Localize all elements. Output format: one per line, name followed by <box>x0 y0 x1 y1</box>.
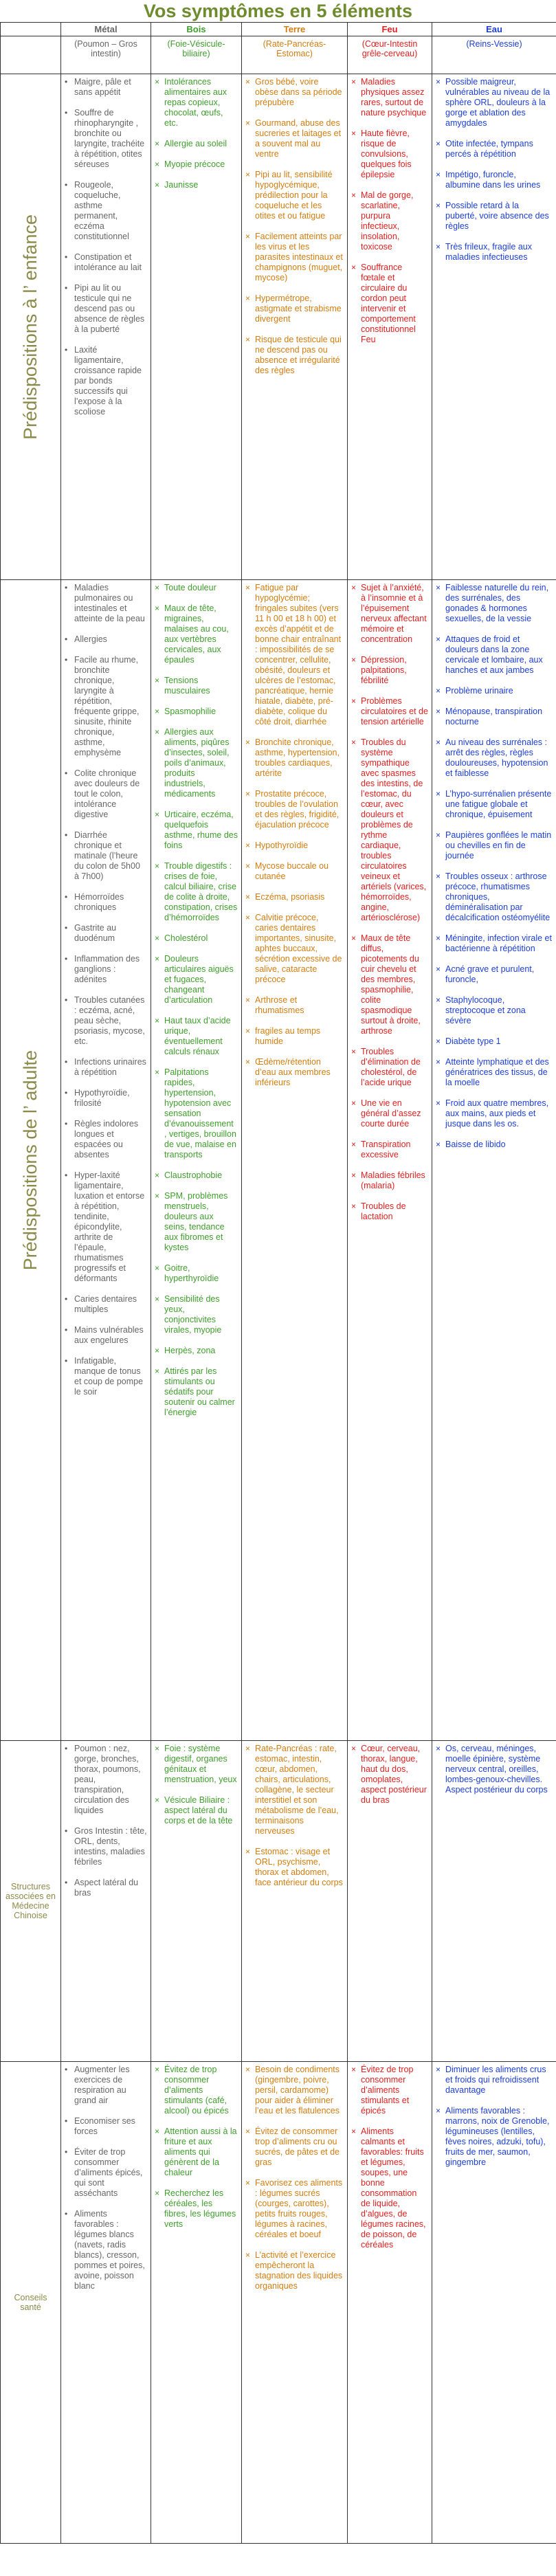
row-structures <box>1 1741 556 2062</box>
list-item: × Facilement atteints par les virus et les parasites intestinaux et champignons (muguet, mycose) <box>245 232 344 283</box>
list-item: × Bronchite chronique, asthme, hypertension, troubles cardiaques, artérite <box>245 737 344 779</box>
row-label-enfance <box>1 74 61 580</box>
list-item: × Intolérances alimentaires aux repas copieux, chocolat, œufs, etc. <box>155 77 238 129</box>
row-conseils <box>1 2062 556 2544</box>
list-item: • Maigre, pâle et sans appétit <box>65 77 147 98</box>
list-item: × Baisse de libido <box>436 1140 553 1150</box>
list-item: • Pipi au lit ou testicule qui ne descend pas ou absence de règles à la puberté <box>65 283 147 335</box>
list-item: × Favorisez ces aliments : légumes sucrés (courges, carottes), petits fruits rouges, légumes à racines, céréales et boeuf <box>245 2178 344 2240</box>
symptoms-table <box>0 22 556 2544</box>
list-item: • Gros Intestin : tête, ORL, dents, intestins, maladies fébriles <box>65 1826 147 1867</box>
list-item: • Souffre de rhinopharyngite , bronchite ou laryngite, trachéite à répétition, otites séreuses <box>65 108 147 170</box>
list-metal <box>65 1744 147 1898</box>
list-item: × Attention aussi à la friture et aux aliments qui génèrent de la chaleur <box>155 2127 238 2178</box>
list-item: • Hypothyroïdie, frilosité <box>65 1088 147 1109</box>
row-label-text: Prédispositions à l’ enfance <box>20 214 41 440</box>
list-item: • Règles indolores longues et espacées ou absentes <box>65 1119 147 1160</box>
list-item: × Faiblesse naturelle du rein, des surrénales, des gonades & hormones sexuelles, de la vessie <box>436 583 553 624</box>
col-sub-metal: (Poumon – Gros intestin) <box>61 36 151 74</box>
list-feu <box>351 77 428 345</box>
list-item: × Prostatite précoce, troubles de l’ovulation et des règles, frigidité, éjaculation précoce <box>245 789 344 830</box>
list-bois <box>155 583 238 1418</box>
list-terre <box>245 1744 344 1888</box>
col-header-bois: Bois <box>151 23 242 36</box>
list-item: × Souffrance fœtale et circulaire du cordon peut intervenir et comportement constitutionnel Feu <box>351 263 428 345</box>
row-label-conseils <box>1 2062 61 2544</box>
list-item: • Infections urinaires à répétition <box>65 1057 147 1078</box>
subheader-row <box>1 36 556 74</box>
row-label-structures <box>1 1741 61 2062</box>
list-item: × Haut taux d’acide urique, éventuellement calculs rénaux <box>155 1016 238 1057</box>
list-eau <box>436 583 553 1150</box>
list-item: × Froid aux quatre membres, aux mains, aux pieds et jusque dans les os. <box>436 1098 553 1129</box>
list-item: × Gros bébé, voire obèse dans sa période prépubère <box>245 77 344 108</box>
list-item: × Mal de gorge, scarlatine, purpura infectieux, insolation, toxicose <box>351 190 428 252</box>
list-item: • Constipation et intolérance au lait <box>65 252 147 273</box>
list-item: × Maladies physiques assez rares, surtout de nature psychique <box>351 77 428 118</box>
list-item: × Aliments calmants et favorables: fruits et légumes, soupes, une bonne consommation de liquide, d’algues, de légumes racines, de poisson, de céréales <box>351 2127 428 2250</box>
list-item: × Attirés par les stimulants ou sédatifs pour soutenir ou calmer l’énergie <box>155 1366 238 1418</box>
list-item: • Hyper-laxité ligamentaire, luxation et entorse à répétition, tendinite, épicondylite, arthrite de l’épaule, rhumatismes progressifs et déformants <box>65 1170 147 1284</box>
list-item: × Trouble digestifs : crises de foie, calcul biliaire, crise de colite à droite, constipation, crises d’hémorroïdes <box>155 861 238 923</box>
col-sub-eau: (Reins-Vessie) <box>432 36 556 74</box>
col-header-eau: Eau <box>432 23 556 36</box>
list-bois <box>155 1744 238 1826</box>
list-feu <box>351 583 428 1222</box>
list-item: × Maux de tête, migraines, malaises au cou, aux vertèbres cervicales, aux épaules <box>155 603 238 665</box>
list-item: × Myopie précoce <box>155 159 238 170</box>
list-item: • Infatigable, manque de tonus et coup de pompe le soir <box>65 1356 147 1397</box>
row-label-text: Prédispositions de l’ adulte <box>20 1050 41 1271</box>
list-eau <box>436 2065 553 2168</box>
list-item: × Toute douleur <box>155 583 238 593</box>
list-item: • Caries dentaires multiples <box>65 1294 147 1315</box>
list-item: × Impétigo, furoncle, albumine dans les urines <box>436 170 553 190</box>
list-item: × Goitre, hyperthyroïdie <box>155 1263 238 1284</box>
list-item: • Rougeole, coqueluche, asthme permanent, eczéma constitutionnel <box>65 180 147 242</box>
list-item: × Estomac : visage et ORL, psychisme, thorax et abdomen, face antérieur du corps <box>245 1847 344 1888</box>
list-item: × Ménopause, transpiration nocturne <box>436 707 553 727</box>
list-item: × Sensibilité des yeux, conjonctivites virales, myopie <box>155 1294 238 1335</box>
list-terre <box>245 583 344 1088</box>
list-item: • Gastrite au duodénum <box>65 923 147 944</box>
list-item: × L’hypo-surrénalien présente une fatigue globale et chronique, épuisement <box>436 789 553 820</box>
list-terre <box>245 77 344 376</box>
list-item: × Douleurs articulaires aiguës et fugaces, changeant d’articulation <box>155 954 238 1006</box>
list-item: × Besoin de condiments (gingembre, poivre, persil, cardamome) pour aider à éliminer l’eau et les flatulences <box>245 2065 344 2116</box>
list-item: • Poumon : nez, gorge, bronches, thorax, poumons, peau, transpiration, circulation des liquides <box>65 1744 147 1816</box>
list-feu <box>351 2065 428 2250</box>
list-item: × Diabète type 1 <box>436 1036 553 1047</box>
list-item: × Troubles du système sympathique avec spasmes des intestins, de l’estomac, du cœur, avec douleurs et problèmes de rythme cardiaque, troubles circulatoires veineux et artériels (varices, hémorroïdes, angine, artériosclérose) <box>351 737 428 923</box>
list-item: × Maladies fébriles (malaria) <box>351 1170 428 1191</box>
list-item: × Haute fièvre, risque de convulsions, quelques fois épilepsie <box>351 129 428 180</box>
list-item: × Très frileux, fragile aux maladies infectieuses <box>436 242 553 263</box>
list-item: × Mycose buccale ou cutanée <box>245 861 344 882</box>
col-header-feu: Feu <box>348 23 432 36</box>
list-item: • Hémorroïdes chroniques <box>65 892 147 913</box>
list-item: • Troubles cutanées : eczéma, acné, peau sèche, psoriasis, mycose, etc. <box>65 995 147 1047</box>
list-item: × fragiles au temps humide <box>245 1026 344 1047</box>
list-item: × Dépression, palpitations, fébrilité <box>351 655 428 686</box>
col-header-metal: Métal <box>61 23 151 36</box>
list-item: • Allergies <box>65 634 147 645</box>
list-item: × Hypothyroïdie <box>245 841 344 851</box>
list-item: × Troubles d’élimination de cholestérol, de l’acide urique <box>351 1047 428 1088</box>
list-item: × Troubles osseux : arthrose précoce, rhumatismes chroniques, déminéralisation par décalcification ostéomyélite <box>436 871 553 923</box>
list-item: × Sujet à l’anxiété, à l’insomnie et à l’épuisement nerveux affectant mémoire et concentration <box>351 583 428 645</box>
list-item: × Tensions musculaires <box>155 676 238 696</box>
list-item: × Problèmes circulatoires et de tension artérielle <box>351 696 428 727</box>
list-metal <box>65 2065 147 2291</box>
row-label-text: Conseils santé <box>14 2293 47 2312</box>
row-label-adulte <box>1 580 61 1741</box>
col-sub-feu: (Cœur-Intestin grêle-cerveau) <box>348 36 432 74</box>
list-item: × Acné grave et purulent, furoncle, <box>436 964 553 985</box>
list-item: × Urticaire, eczéma, quelquefois asthme, rhume des foins <box>155 810 238 851</box>
list-item: × Jaunisse <box>155 180 238 190</box>
list-item: • Colite chronique avec douleurs de tout le colon, intolérance digestive <box>65 768 147 820</box>
list-item: × Maux de tête diffus, picotements du cuir chevelu et des membres, spasmophilie, colite spasmodique surtout à droite, arthrose <box>351 933 428 1036</box>
list-item: × Troubles de lactation <box>351 1201 428 1222</box>
row-adulte <box>1 580 556 1741</box>
list-item: × Au niveau des surrénales : arrêt des règles, règles douloureuses, hypotension et faiblesse <box>436 737 553 779</box>
list-item: × Os, cerveau, méninges, moelle épinière, système nerveux central, oreilles, lombes-genoux-chevilles. Aspect postérieur du corps <box>436 1744 553 1795</box>
list-item: × Cholestérol <box>155 933 238 944</box>
list-item: • Laxité ligamentaire, croissance rapide par bonds successifs qui l’expose à la scoliose <box>65 345 147 417</box>
list-item: • Inflammation des ganglions : adénites <box>65 954 147 985</box>
list-item: × Allergie au soleil <box>155 139 238 149</box>
list-item: × Paupières gonflées le matin ou chevilles en fin de journée <box>436 830 553 861</box>
list-item: × Méningite, infection virale et bactérienne à répétition <box>436 933 553 954</box>
list-item: • Diarrhée chronique et matinale (l’heure du colon de 5h00 à 7h00) <box>65 830 147 882</box>
list-item: × Vésicule Biliaire : aspect latéral du corps et de la tête <box>155 1795 238 1826</box>
list-item: × Spasmophilie <box>155 707 238 717</box>
list-item: • Augmenter les exercices de respiration au grand air <box>65 2065 147 2106</box>
list-item: × Hypermétrope, astigmate et strabisme divergent <box>245 293 344 324</box>
list-item: × Staphylocoque, streptocoque et zona sévère <box>436 995 553 1026</box>
list-item: × Eczéma, psoriasis <box>245 892 344 902</box>
list-item: × SPM, problèmes menstruels, douleurs aux seins, tendance aux fibromes et kystes <box>155 1191 238 1253</box>
list-item: × Aliments favorables : marrons, noix de Grenoble, légumineuses (lentilles, fèves noires, adzuki, tofu), fruits de mer, saumon, gingembre <box>436 2106 553 2168</box>
list-item: × Pipi au lit, sensibilité hypoglycémique, prédilection pour la coqueluche et les otites et ou fatigue <box>245 170 344 221</box>
list-item: × Gourmand, abuse des sucreries et laitages et a souvent mal au ventre <box>245 118 344 159</box>
list-item: • Maladies pulmonaires ou intestinales et atteinte de la peau <box>65 583 147 624</box>
list-item: × Arthrose et rhumatismes <box>245 995 344 1016</box>
list-item: × Claustrophobie <box>155 1170 238 1181</box>
list-item: • Mains vulnérables aux engelures <box>65 1325 147 1346</box>
list-bois <box>155 2065 238 2230</box>
list-item: × Risque de testicule qui ne descend pas ou absence et irrégularité des règles <box>245 335 344 376</box>
list-terre <box>245 2065 344 2291</box>
list-item: × Diminuer les aliments crus et froids qui refroidissent davantage <box>436 2065 553 2096</box>
list-item: × Possible retard à la puberté, voire absence des règles <box>436 201 553 232</box>
row-label-text: Structures associées en Médecine Chinoise <box>5 1882 56 1920</box>
list-item: × L’activité et l’exercice empêcheront la stagnation des liquides organiques <box>245 2250 344 2291</box>
list-item: × Possible maigreur, vulnérables au niveau de la sphère ORL, douleurs à la gorge et ablation des amygdales <box>436 77 553 129</box>
list-bois <box>155 77 238 190</box>
list-eau <box>436 1744 553 1795</box>
list-feu <box>351 1744 428 1806</box>
list-item: × Problème urinaire <box>436 686 553 696</box>
page-title: Vos symptômes en 5 éléments <box>143 1 413 21</box>
list-item: × Atteinte lymphatique et des génératrices des tissus, de la moelle <box>436 1057 553 1088</box>
list-item: × Une vie en général d’assez courte durée <box>351 1098 428 1129</box>
list-item: × Recherchez les céréales, les fibres, les légumes verts <box>155 2188 238 2230</box>
list-item: × Herpès, zona <box>155 1346 238 1356</box>
list-item: × Palpitations rapides, hypertension, hypotension avec sensation d’évanouissement , vertiges, brouillon de vue, malaise en transports <box>155 1067 238 1160</box>
list-item: × Calvitie précoce, caries dentaires importantes, sinusite, aphtes buccaux, sécrétion excessive de salive, cataracte précoce <box>245 913 344 985</box>
list-item: • Economiser ses forces <box>65 2116 147 2137</box>
list-item: × Œdème/rétention d’eau aux membres inférieurs <box>245 1057 344 1088</box>
header-row <box>1 23 556 36</box>
list-item: × Allergies aux aliments, piqûres d’insectes, soleil, poils d’animaux, produits industriels, médicaments <box>155 727 238 799</box>
corner-sub-cell <box>1 36 61 74</box>
list-item: × Évitez de trop consommer d’aliments stimulants et épicés <box>351 2065 428 2116</box>
list-metal <box>65 77 147 417</box>
row-enfance <box>1 74 556 580</box>
list-item: • Aliments favorables : légumes blancs (navets, radis blancs), cresson, pommes et poires, avoine, poisson blanc <box>65 2209 147 2291</box>
list-metal <box>65 583 147 1397</box>
list-item: × Otite infectée, tympans percés à répétition <box>436 139 553 159</box>
list-item: × Transpiration excessive <box>351 1140 428 1160</box>
col-sub-terre: (Rate-Pancréas-Estomac) <box>242 36 348 74</box>
list-item: × Cœur, cerveau, thorax, langue, haut du dos, omoplates, aspect postérieur du bras <box>351 1744 428 1806</box>
list-item: × Fatigue par hypoglycémie; fringales subites (vers 11 h 00 et 18 h 00) et excès d’appétit et de bonne chair entraînant : impossibilités de se concentrer, cellulite, obésité, douleurs et ulcères de l’estomac, pancréatique, hernie hiatale, diabète, pré-diabète, colique du côté droit, diarrhée <box>245 583 344 727</box>
list-item: × Évitez de consommer trop d’aliments cru ou sucrés, de pâtes et de gras <box>245 2127 344 2168</box>
list-item: × Attaques de froid et douleurs dans la zone cervicale et lombaire, aux hanches et aux jambes <box>436 634 553 676</box>
col-header-terre: Terre <box>242 23 348 36</box>
corner-cell <box>1 23 61 36</box>
list-item: • Facile au rhume, bronchite chronique, laryngite à répétition, fréquente grippe, sinusite, rhinite chronique, asthme, emphysème <box>65 655 147 758</box>
list-item: • Aspect latéral du bras <box>65 1878 147 1898</box>
col-sub-bois: (Foie-Vésicule-biliaire) <box>151 36 242 74</box>
list-item: × Rate-Pancréas : rate, estomac, intestin, cœur, abdomen, chairs, articulations, collagène, le secteur interstitiel et son métabolisme de l’eau, terminaisons nerveuses <box>245 1744 344 1836</box>
list-item: • Éviter de trop consommer d’aliments épicés, qui sont asséchants <box>65 2147 147 2199</box>
list-item: × Foie : système digestif, organes génitaux et menstruation, yeux <box>155 1744 238 1785</box>
list-item: × Évitez de trop consommer d’aliments stimulants (café, alcool) ou épicés <box>155 2065 238 2116</box>
list-eau <box>436 77 553 263</box>
